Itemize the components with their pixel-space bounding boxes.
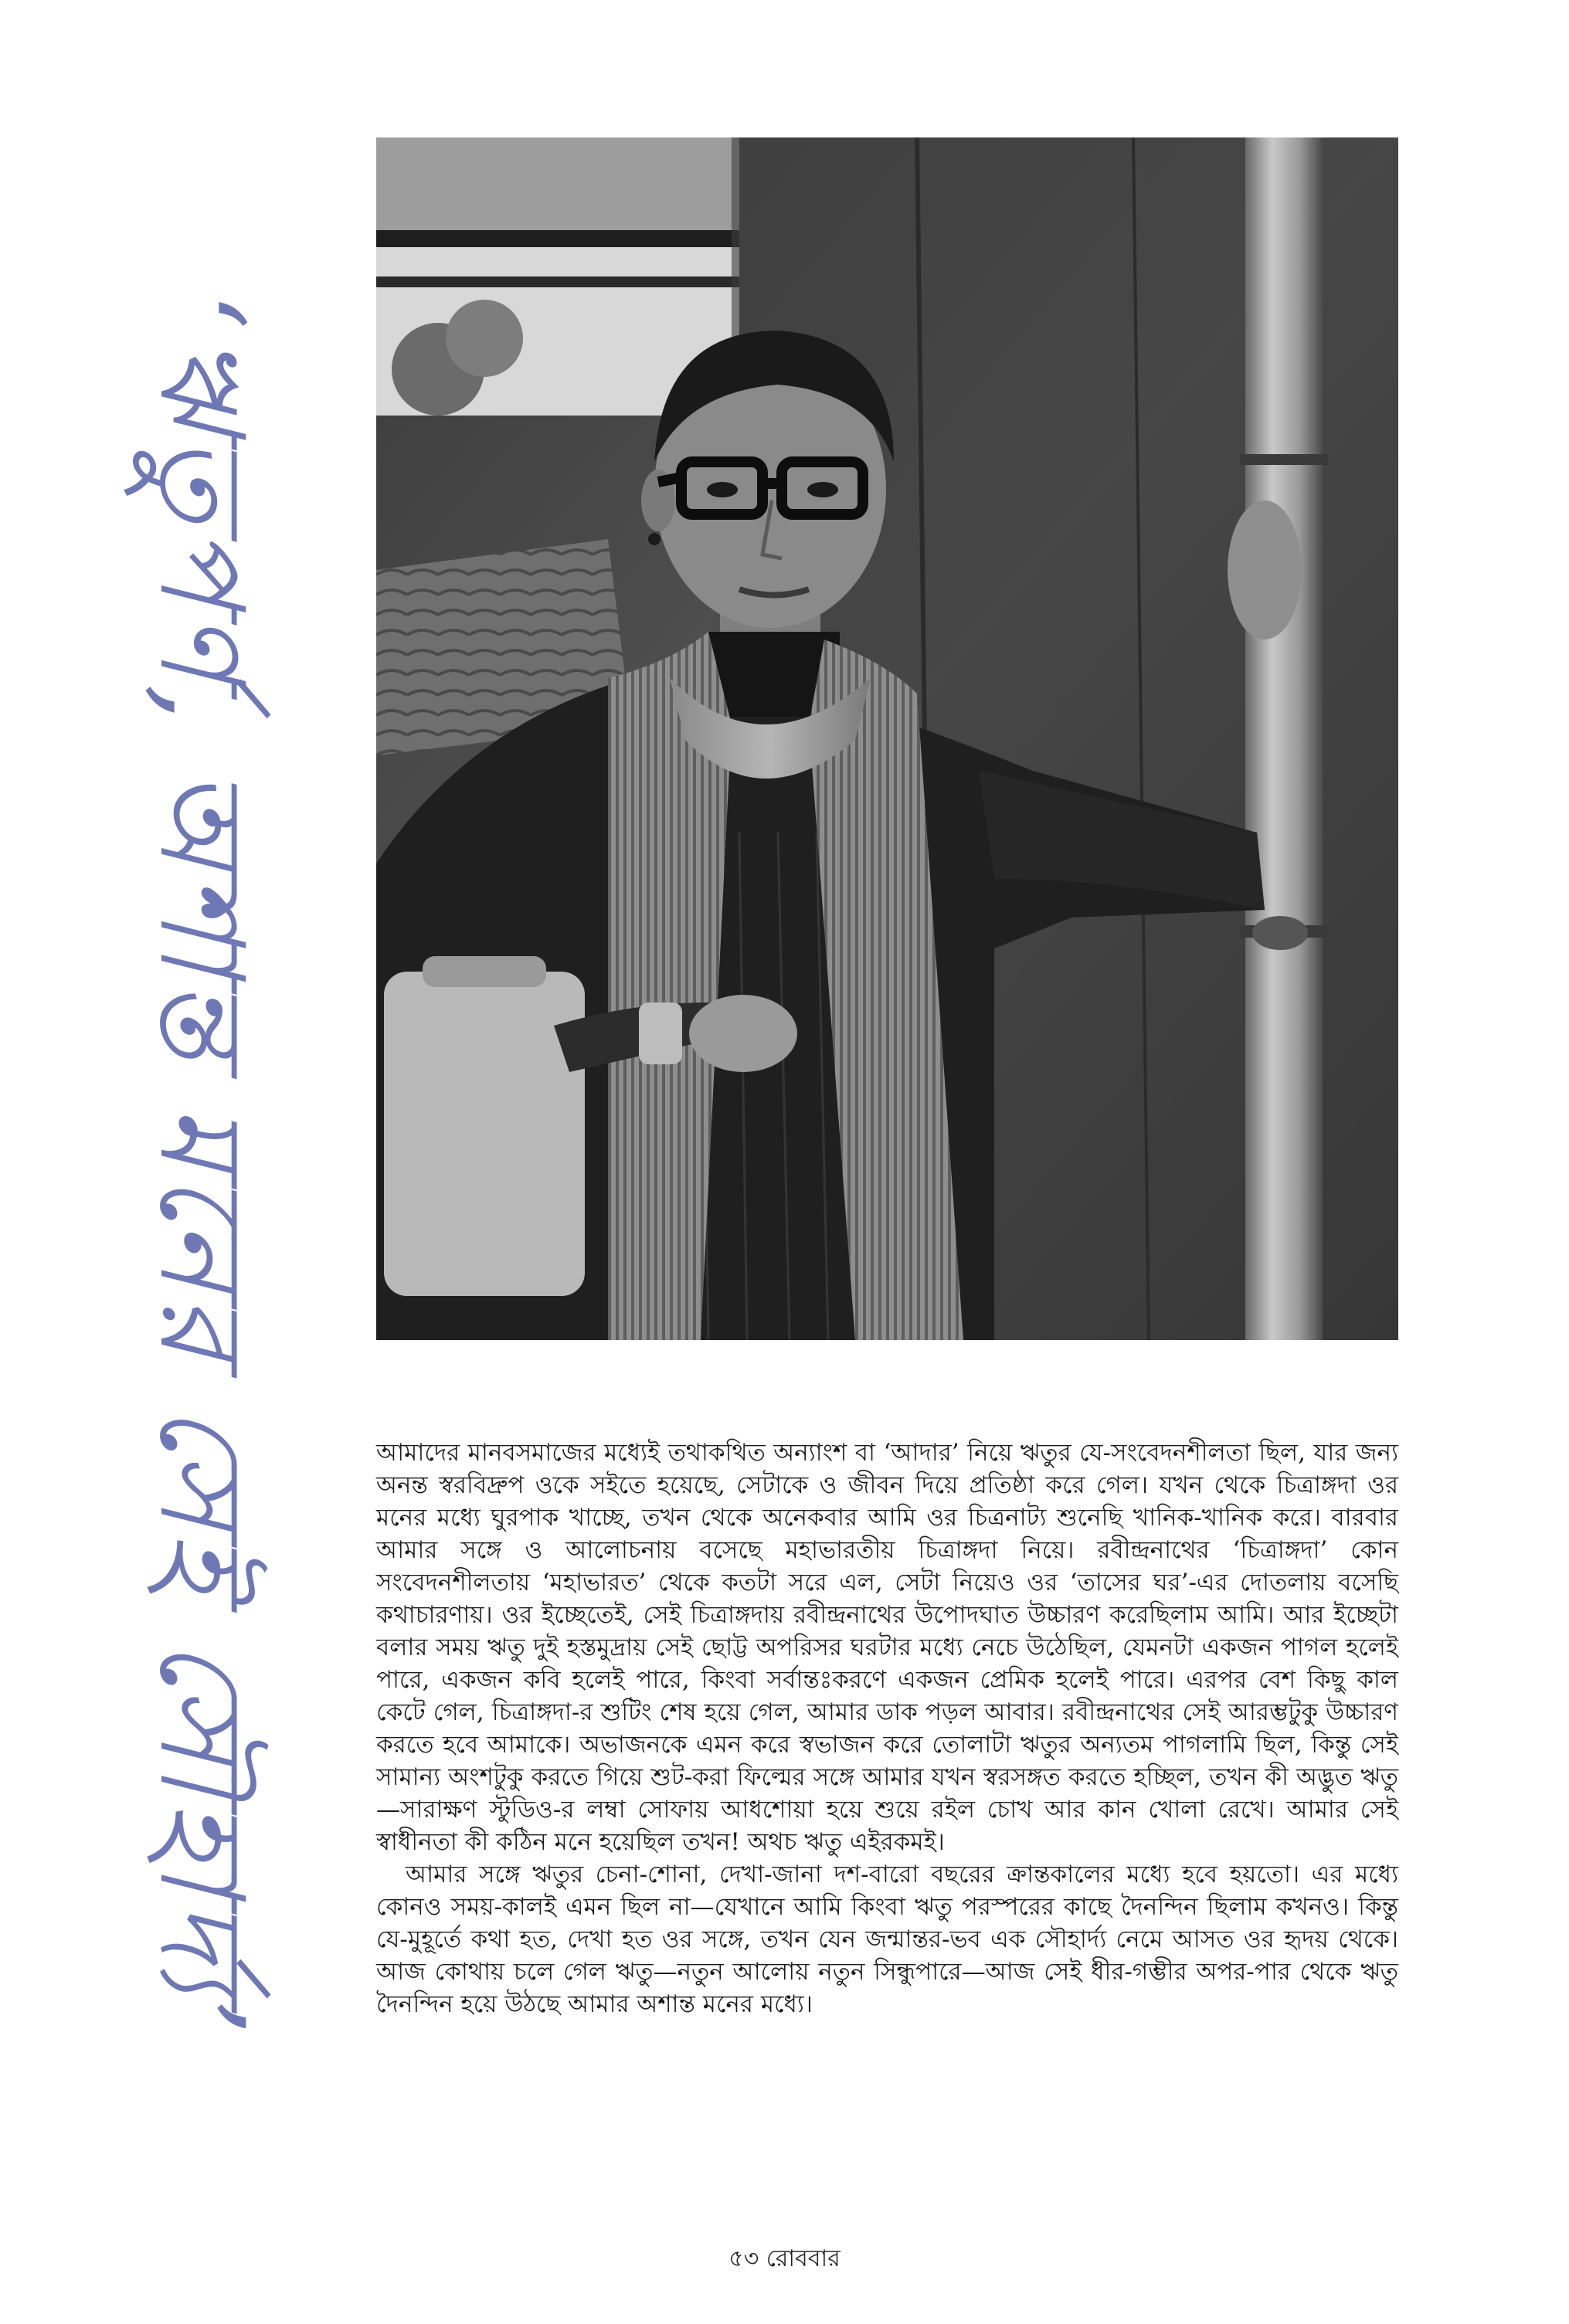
- side-title-text: ‘ঋতুপর্ণ, অশান্ত মনের সেই সৌহার্দ্য’: [134, 293, 268, 2040]
- portrait-photo: [376, 137, 1398, 1340]
- side-title: [100, 139, 301, 2193]
- article-body: [376, 1437, 1398, 2020]
- page-footer: ৫৩ রোববার: [728, 2245, 841, 2272]
- portrait-photo-image: [376, 137, 1398, 1340]
- article-paragraph-1: আমাদের মানবসমাজের মধ্যেই তথাকথিত অন্যাংশ বা ‘আদার’ নিয়ে ঋতুর যে-সংবেদনশীলতা ছিল, যার জন্য অনন্ত স্বরবিদ্রুপ ওকে সইতে হয়েছে, সেটাকে ও জীবন দিয়ে প্রতিষ্ঠা করে গেল। যখন থেকে চিত্রাঙ্গদা ওর মনের মধ্যে ঘুরপাক খাচ্ছে, তখন থেকে অনেকবার আমি ওর চিত্রনাট্য শুনেছি খানিক-খানিক করে। বারবার আমার সঙ্গে ও আলোচনায় বসেছে মহাভারতীয় চিত্রাঙ্গদা নিয়ে। রবীন্দ্রনাথের ‘চিত্রাঙ্গদা’ কোন সংবেদনশীলতায় ‘মহাভারত’ থেকে কতটা সরে এল, সেটা নিয়েও ওর ‘তাসের ঘর’-এর দোতলায় বসেছি কথাচারণায়। ওর ইচ্ছেতেই, সেই চিত্রাঙ্গদায় রবীন্দ্রনাথের উপোদঘাত উচ্চারণ করেছিলাম আমি। আর ইচ্ছেটা বলার সময় ঋতু দুই হস্তমুদ্রায় সেই ছোট্ট অপরিসর ঘরটার মধ্যে নেচে উঠেছিল, যেমনটা একজন পাগল হলেই পারে, একজন কবি হলেই পারে, কিংবা সর্বান্তঃকরণে একজন প্রেমিক হলেই পারে। এরপর বেশ কিছু কাল কেটে গেল, চিত্রাঙ্গদা-র শুটিং শেষ হয়ে গেল, আমার ডাক পড়ল আবার। রবীন্দ্রনাথের সেই আরম্ভটুকু উচ্চারণ করতে হবে আমাকে। অভাজনকে এমন করে স্বভাজন করে তোলাটা ঋতুর অন্যতম পাগলামি ছিল, কিন্তু সেই সামান্য অংশটুকু করতে গিয়ে শুট-করা ফিল্মের সঙ্গে আমার যখন স্বরসঙ্গত করতে হচ্ছিল, তখন কী অদ্ভুত ঋতু—সারাক্ষণ স্টুডিও-র লম্বা সোফায় আধশোয়া হয়ে শুয়ে রইল চোখ আর কান খোলা রেখে। আমার সেই স্বাধীনতা কী কঠিন মনে হয়েছিল তখন! অথচ ঋতু এইরকমই।: [376, 1439, 1398, 1856]
- article-paragraph-2: আমার সঙ্গে ঋতুর চেনা-শোনা, দেখা-জানা দশ-বারো বছরের ক্রান্তকালের মধ্যে হবে হয়তো। এর মধ্যে কোনও সময়-কালই এমন ছিল না—যেখানে আমি কিংবা ঋতু পরস্পরের কাছে দৈনন্দিন ছিলাম কখনও। কিন্তু যে-মুহূর্তে কথা হত, দেখা হত ওর সঙ্গে, তখন যেন জন্মান্তর-ভব এক সৌহার্দ্য নেমে আসত ওর হৃদয় থেকে। আজ কোথায় চলে গেল ঋতু—নতুন আলোয় নতুন সিন্ধুপারে—আজ সেই ধীর-গম্ভীর অপর-পার থেকে ঋতু দৈনন্দিন হয়ে উঠছে আমার অশান্ত মনের মধ্যে।: [376, 1861, 1398, 2018]
